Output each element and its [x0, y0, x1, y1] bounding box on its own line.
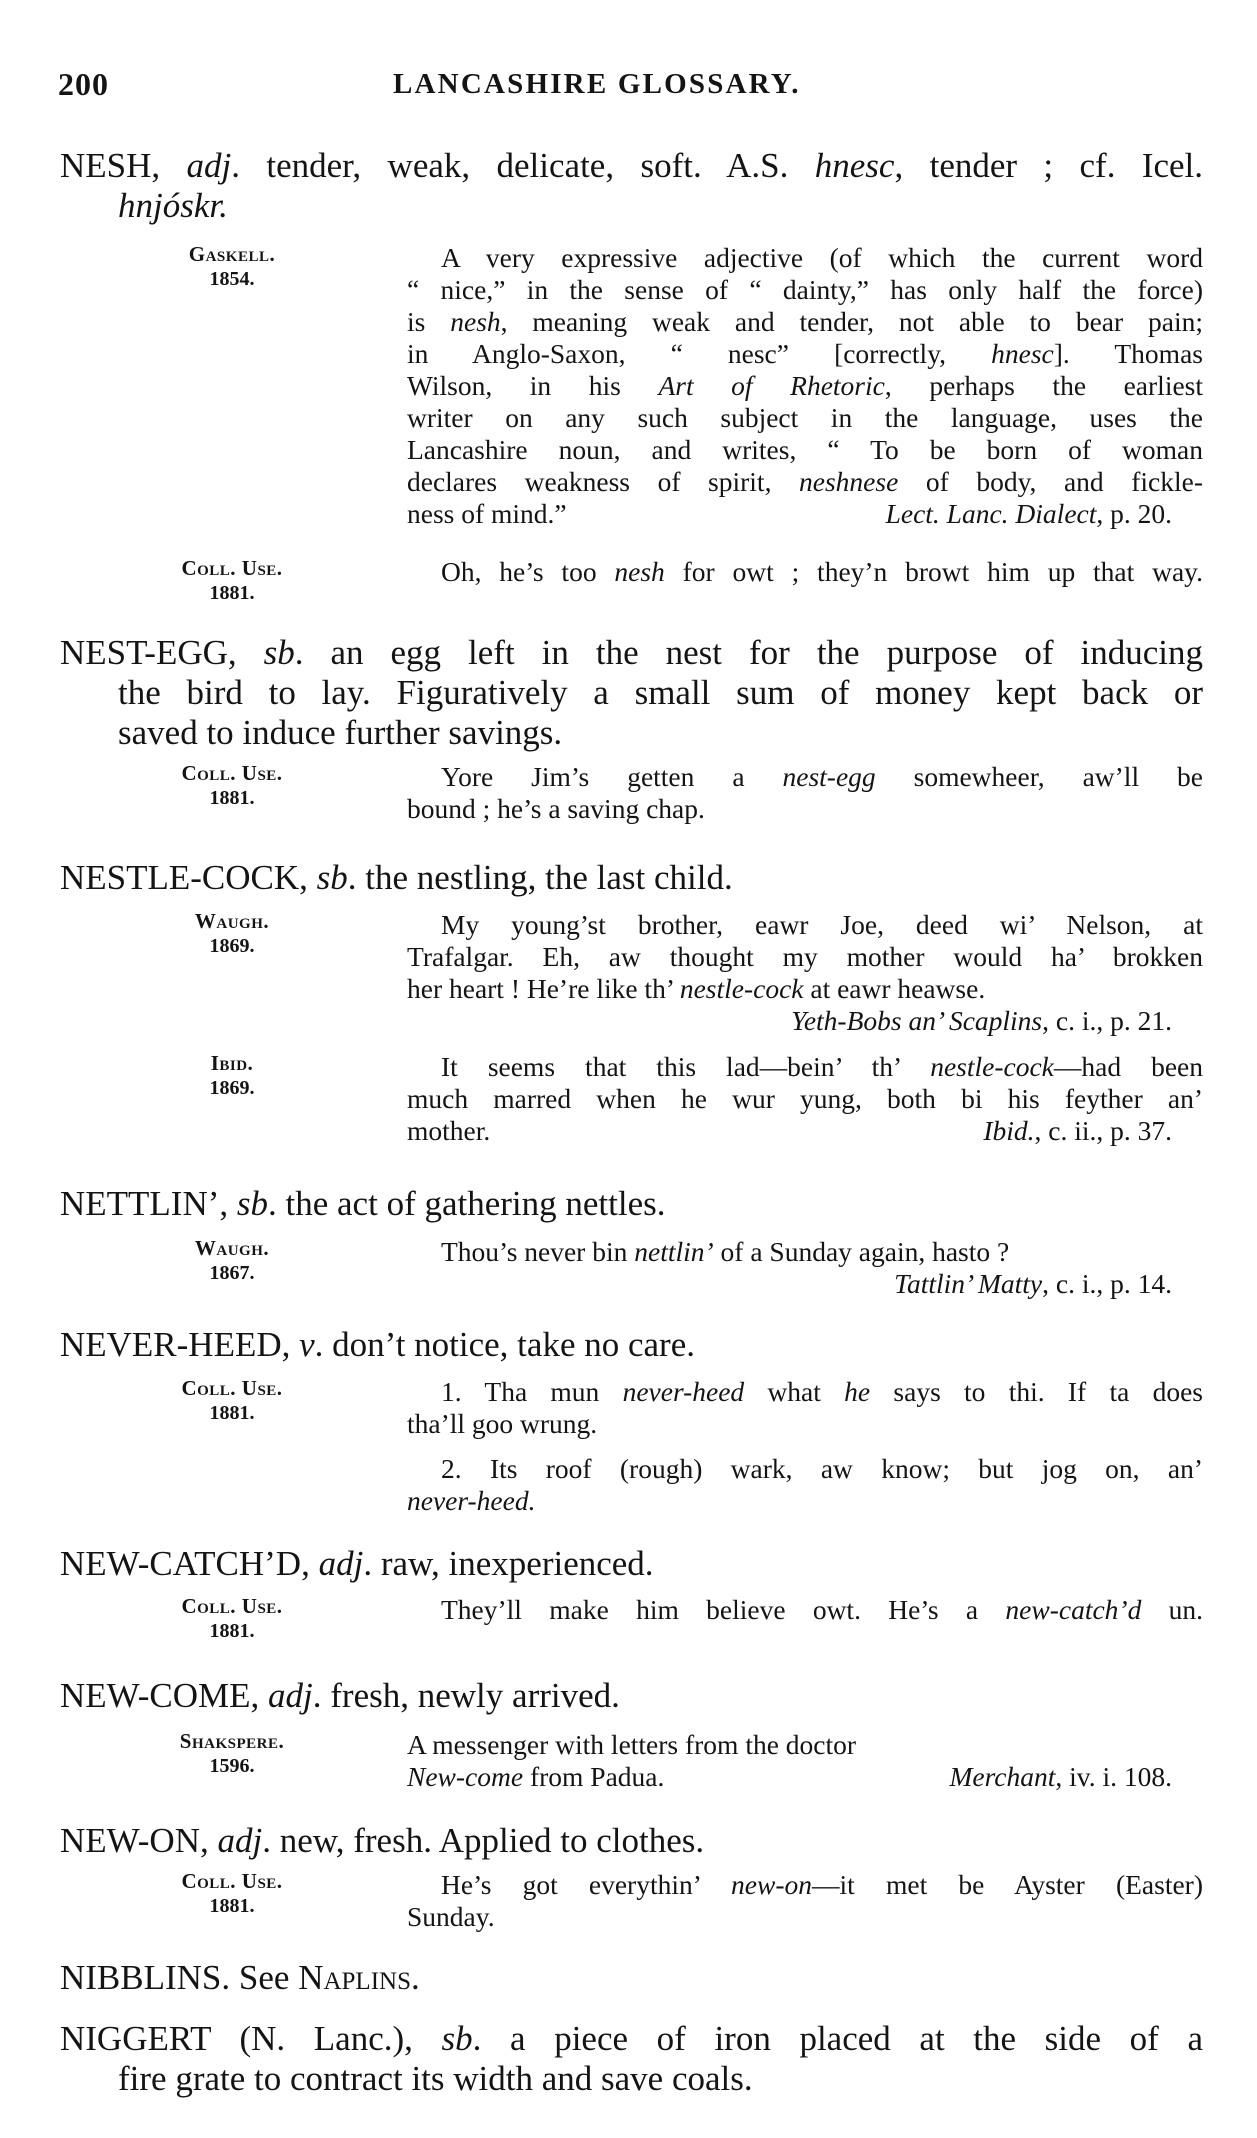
- text-run: . the act of gathering nettles.: [268, 1184, 666, 1223]
- entry-niggert-definition: [60, 2019, 1203, 2099]
- quote-line: [407, 1268, 1203, 1300]
- text-run: NEW-ON,: [60, 1821, 218, 1860]
- quote-line: [407, 1236, 1203, 1268]
- text-run: NEVER-HEED,: [60, 1325, 300, 1364]
- text-run: ness of mind.”: [407, 498, 567, 529]
- italic-text: Tattlin’ Matty: [894, 1268, 1043, 1299]
- quote-line: [407, 1115, 1203, 1147]
- definition-line: [60, 1325, 1203, 1365]
- text-run: in Anglo-Saxon, “ nesc” [correctly,: [407, 338, 992, 369]
- text-run: fire grate to contract its width and save coals.: [118, 2059, 753, 2098]
- quote-line: [407, 1729, 1203, 1761]
- italic-text: new-catch’d: [1005, 1594, 1142, 1625]
- text-run: of body, and fickle-: [898, 466, 1203, 497]
- entry-nest-egg-definition: [60, 633, 1203, 753]
- text-run: . tender, weak, delicate, soft. A.S.: [231, 146, 815, 185]
- source-author: Shakspere.: [179, 1729, 285, 1753]
- text-run: bound ; he’s a saving chap.: [407, 793, 705, 824]
- page-number: 200: [58, 66, 109, 102]
- text-run: NETTLIN’,: [60, 1184, 237, 1223]
- italic-text: nesh: [450, 306, 501, 337]
- italic-text: he: [844, 1376, 871, 1407]
- text-run: the bird to lay. Figuratively a small sum of money kept back or: [118, 673, 1203, 712]
- quote-line: [407, 274, 1203, 306]
- quote-text: [407, 1869, 1203, 1933]
- italic-text: adj: [186, 146, 232, 185]
- definition-line: [60, 1958, 1203, 1998]
- text-run: NEW-CATCH’D,: [60, 1544, 319, 1583]
- text-run: Sunday.: [407, 1901, 495, 1932]
- source-year: 1869.: [209, 935, 255, 957]
- source-label: [150, 1729, 314, 1779]
- entry-nestle-cock-definition: [60, 858, 1203, 898]
- italic-text: adj: [217, 1821, 263, 1860]
- italic-text: nettlin’: [634, 1236, 714, 1267]
- text-run: her heart ! He’re like th’: [407, 973, 680, 1004]
- source-year: 1881.: [209, 582, 255, 604]
- text-run: , meaning weak and tender, not able to bear pain;: [500, 306, 1204, 337]
- source-label: [150, 556, 314, 606]
- source-year: 1881.: [209, 787, 255, 809]
- source-author: Waugh.: [194, 1236, 270, 1260]
- text-run: at eawr heawse.: [803, 973, 986, 1004]
- quote-text: [407, 1051, 1203, 1147]
- italic-text: Lect. Lanc. Dialect: [885, 498, 1097, 529]
- text-run: for owt ; they’n browt him up that way.: [664, 556, 1203, 587]
- quote-line: [407, 434, 1203, 466]
- text-run: 2. Its roof (rough) wark, aw know; but jog on, an’: [441, 1453, 1203, 1484]
- text-run: . don’t notice, take no care.: [314, 1325, 695, 1364]
- text-run: . raw, inexperienced.: [363, 1544, 654, 1583]
- text-run: NIBBLINS. See: [60, 1958, 299, 1997]
- entry-never-heed-definition: [60, 1325, 1203, 1365]
- definition-line: [60, 1184, 1203, 1224]
- text-run: NESTLE-COCK,: [60, 858, 317, 897]
- quote-text: [407, 556, 1203, 588]
- source-author: Coll. Use.: [181, 761, 283, 785]
- quote-line: [407, 556, 1203, 588]
- italic-text: nest-egg: [782, 761, 876, 792]
- source-author: Coll. Use.: [181, 1869, 283, 1893]
- definition-line: [60, 1821, 1203, 1861]
- quote-line: [407, 402, 1203, 434]
- quote-line: [407, 1083, 1203, 1115]
- text-run: 1. Tha mun: [441, 1376, 623, 1407]
- text-run: It seems that this lad—bein’ th’: [441, 1051, 931, 1082]
- text-run: . an egg left in the nest for the purpose of inducing: [294, 633, 1204, 672]
- text-run: NEST-EGG,: [60, 633, 264, 672]
- source-year: 1854.: [209, 268, 255, 290]
- definition-line: [60, 858, 1203, 898]
- text-run: , p. 20.: [1096, 498, 1172, 529]
- source-author: Coll. Use.: [181, 1376, 283, 1400]
- quote-text: [407, 242, 1203, 530]
- text-run: Trafalgar. Eh, aw thought my mother would ha’ brokken: [407, 941, 1203, 972]
- quote-line: [407, 1005, 1203, 1037]
- source-label: [150, 1869, 314, 1919]
- definition-line: [60, 1544, 1203, 1584]
- text-run: , c. i., p. 14.: [1042, 1268, 1172, 1299]
- source-label: [150, 1236, 314, 1286]
- quote-line: [407, 1761, 1203, 1793]
- source-author: Coll. Use.: [181, 1594, 283, 1618]
- italic-text: sb: [263, 633, 295, 672]
- text-run: tha’ll goo wrung.: [407, 1408, 598, 1439]
- quote-line: [407, 466, 1203, 498]
- text-run: un.: [1141, 1594, 1204, 1625]
- quote-line: [407, 1453, 1203, 1485]
- citation: [983, 1115, 1172, 1147]
- text-run: Oh, he’s too: [441, 556, 615, 587]
- quote-line: [407, 761, 1203, 793]
- text-run: “ nice,” in the sense of “ dainty,” has only half the force): [407, 274, 1203, 305]
- text-run: Yore Jim’s getten a: [441, 761, 783, 792]
- quote-line: [407, 973, 1203, 1005]
- text-run: writer on any such subject in the language, uses the: [407, 402, 1203, 433]
- running-title: LANCASHIRE GLOSSARY.: [393, 68, 801, 100]
- quote-line: [407, 370, 1203, 402]
- italic-text: hnesc: [814, 146, 895, 185]
- text-run: Wilson, in his: [407, 370, 659, 401]
- quote-line: [407, 793, 1203, 825]
- italic-text: neshnese: [799, 466, 899, 497]
- text-run: much marred when he wur yung, both bi his feyther an’: [407, 1083, 1203, 1114]
- entry-new-on-definition: [60, 1821, 1203, 1861]
- text-run: . the nestling, the last child.: [347, 858, 733, 897]
- quote-text: [407, 1236, 1203, 1300]
- text-run: what: [744, 1376, 845, 1407]
- text-run: , perhaps the earliest: [884, 370, 1204, 401]
- italic-text: sb: [441, 2019, 473, 2058]
- definition-line: [60, 2059, 1203, 2099]
- text-run: . new, fresh. Applied to clothes.: [262, 1821, 705, 1860]
- italic-text: nestle-cock: [930, 1051, 1054, 1082]
- source-year: 1881.: [209, 1402, 255, 1424]
- source-year: 1869.: [209, 1077, 255, 1099]
- quote-line: [407, 498, 1203, 530]
- italic-text: hnjóskr.: [118, 186, 228, 225]
- quote-line: [407, 1594, 1203, 1626]
- text-run: Thou’s never bin: [441, 1236, 635, 1267]
- quote-line: [407, 1869, 1203, 1901]
- quote-text-end: [407, 1761, 664, 1793]
- source-author: Coll. Use.: [181, 556, 283, 580]
- entry-nesh-definition: [60, 146, 1203, 226]
- quote-line: [407, 306, 1203, 338]
- text-run: , c. i., p. 21.: [1042, 1005, 1172, 1036]
- entry-new-catchd-definition: [60, 1544, 1203, 1584]
- text-run: declares weakness of spirit,: [407, 466, 800, 497]
- italic-text: sb: [316, 858, 348, 897]
- source-year: 1596.: [209, 1755, 255, 1777]
- text-run: , c. ii., p. 37.: [1034, 1115, 1172, 1146]
- quote-line: [407, 338, 1203, 370]
- text-run: —it met be Ayster (Easter): [812, 1869, 1203, 1900]
- italic-text: Ibid.: [983, 1115, 1035, 1146]
- source-author: Gaskell.: [188, 242, 276, 266]
- quote-line: [407, 1901, 1203, 1933]
- italic-text: Merchant: [949, 1761, 1056, 1792]
- text-run: Lancashire noun, and writes, “ To be born of woman: [407, 434, 1203, 465]
- italic-text: nesh: [614, 556, 665, 587]
- citation: [886, 498, 1172, 530]
- italic-text: adj: [318, 1544, 364, 1583]
- text-run: NIGGERT (N. Lanc.),: [60, 2019, 442, 2058]
- text-run: . fresh, newly arrived.: [312, 1676, 620, 1715]
- text-run: A very expressive adjective (of which the current word: [441, 242, 1203, 273]
- source-label: [150, 761, 314, 811]
- source-author: Ibid.: [210, 1051, 254, 1075]
- source-label: [150, 1594, 314, 1644]
- quote-line: [407, 1376, 1203, 1408]
- text-run: , tender ; cf. Icel.: [894, 146, 1204, 185]
- italic-text: adj: [268, 1676, 313, 1715]
- italic-text: New-come: [407, 1761, 524, 1792]
- quote-line: [407, 1408, 1203, 1440]
- text-run: somewheer, aw’ll be: [875, 761, 1203, 792]
- quote-line: [407, 909, 1203, 941]
- definition-line: [60, 1676, 1203, 1716]
- text-run: NEW-COME,: [60, 1676, 269, 1715]
- entry-new-come-definition: [60, 1676, 1203, 1716]
- text-run: —had been: [1053, 1051, 1203, 1082]
- source-author: Waugh.: [194, 909, 270, 933]
- source-year: 1881.: [209, 1895, 255, 1917]
- italic-text: Yeth-Bobs an’ Scaplins: [791, 1005, 1043, 1036]
- quote-text-end: [407, 498, 567, 530]
- definition-line: [60, 713, 1203, 753]
- quote-text-end: [407, 1115, 490, 1147]
- quote-text: [407, 1376, 1203, 1517]
- text-run: ]. Thomas: [1053, 338, 1203, 369]
- text-run: A messenger with letters from the doctor: [407, 1729, 857, 1760]
- italic-text: nestle-cock: [679, 973, 804, 1004]
- definition-line: [60, 146, 1203, 186]
- quote-text: [407, 1729, 1203, 1793]
- text-run: , iv. i. 108.: [1055, 1761, 1172, 1792]
- text-run: is: [407, 306, 451, 337]
- quote-line: [407, 941, 1203, 973]
- definition-line: [60, 2019, 1203, 2059]
- quote-line: [407, 1485, 1203, 1517]
- source-label: [150, 1051, 314, 1101]
- source-label: [150, 242, 314, 292]
- source-year: 1881.: [209, 1620, 255, 1642]
- italic-text: sb: [236, 1184, 269, 1223]
- quote-text: [407, 1594, 1203, 1626]
- cross-reference: Naplins: [298, 1958, 411, 1997]
- source-year: 1867.: [209, 1262, 255, 1284]
- text-run: .: [410, 1958, 420, 1997]
- text-run: saved to induce further savings.: [118, 713, 563, 752]
- definition-line: [60, 186, 1203, 226]
- text-run: from Padua.: [523, 1761, 665, 1792]
- text-run: They’ll make him believe owt. He’s a: [441, 1594, 1006, 1625]
- citation: [949, 1761, 1172, 1793]
- italic-text: Art of Rhetoric: [658, 370, 885, 401]
- italic-text: never-heed: [622, 1376, 745, 1407]
- italic-text: v: [299, 1325, 315, 1364]
- definition-line: [60, 633, 1203, 673]
- quote-line: [407, 242, 1203, 274]
- quote-text: [407, 761, 1203, 825]
- text-run: My young’st brother, eawr Joe, deed wi’ Nelson, at: [441, 909, 1203, 940]
- source-label: [150, 1376, 314, 1426]
- text-run: mother.: [407, 1115, 491, 1146]
- text-run: says to thi. If ta does: [870, 1376, 1203, 1407]
- text-run: NESH,: [60, 146, 187, 185]
- text-run: of a Sunday again, hasto ?: [713, 1236, 1010, 1267]
- quote-line: [407, 1051, 1203, 1083]
- italic-text: never-heed.: [407, 1485, 536, 1516]
- definition-line: [60, 673, 1203, 713]
- text-run: . a piece of iron placed at the side of a: [472, 2019, 1204, 2058]
- italic-text: new-on: [731, 1869, 813, 1900]
- entry-nettlin-definition: [60, 1184, 1203, 1224]
- quote-text: [407, 909, 1203, 1037]
- text-run: He’s got everythin’: [441, 1869, 732, 1900]
- entry-nibblins-definition: [60, 1958, 1203, 1998]
- source-label: [150, 909, 314, 959]
- italic-text: hnesc: [991, 338, 1054, 369]
